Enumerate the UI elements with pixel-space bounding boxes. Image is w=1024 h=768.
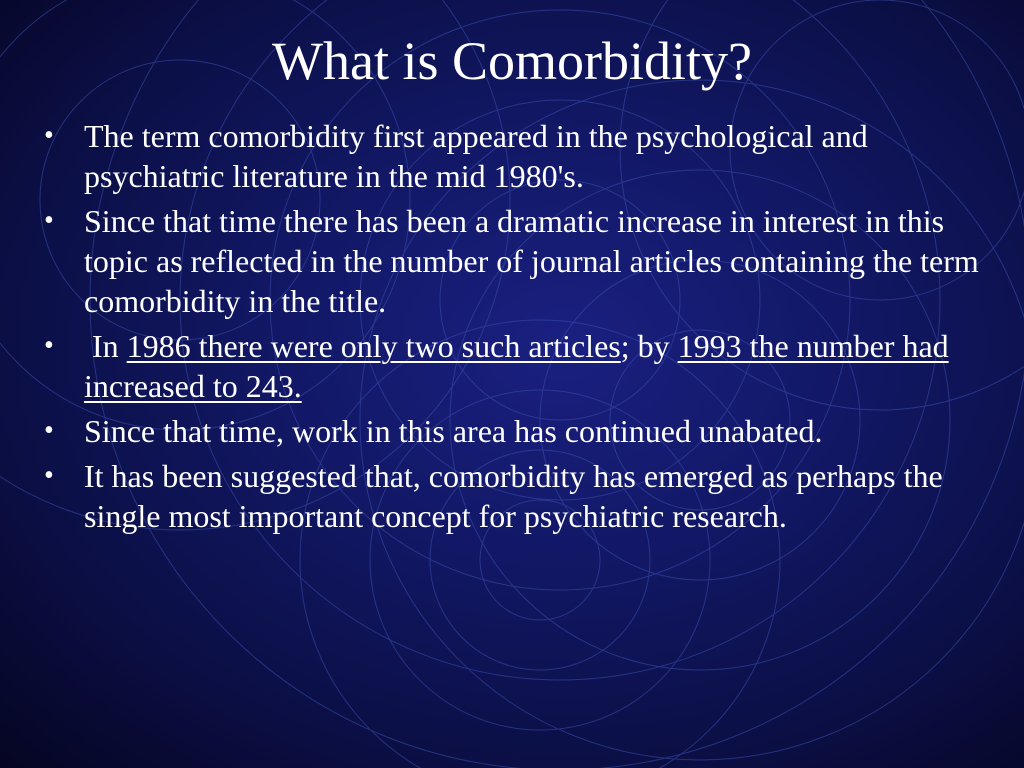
bullet-item [40,411,990,451]
bullet-underlined-1986: 1986 there were only two such articles [126,328,621,364]
bullet-marker: • [44,415,54,446]
bullet-item [40,201,990,321]
bullet-marker: • [44,205,54,236]
bullet-text: It has been suggested that, comorbidity has emerged as perhaps the single most important concept for psychiatric research. [84,458,943,534]
bullet-text: The term comorbidity first appeared in the psychological and psychiatric literature in the mid 1980's. [84,118,868,194]
bullet-marker: • [44,120,54,151]
bullet-marker: • [44,330,54,361]
bullet-item [40,326,990,406]
slide-title: What is Comorbidity? [272,31,752,91]
bullet-text: Since that time, work in this area has continued unabated. [84,413,823,449]
bullet-item [40,116,990,196]
bullet-underlined-1993: 1993 the number had increased to 243. [84,328,949,404]
bullet-list [40,116,990,541]
bullet-text-prefix: In [84,328,127,364]
bullet-text: Since that time there has been a dramatic increase in interest in this topic as reflected in the number of journal articles containing the term comorbidity in the title. [84,203,979,319]
bullet-marker: • [44,460,54,491]
bullet-text-middle: ; by [620,328,678,364]
bullet-item [40,456,990,536]
